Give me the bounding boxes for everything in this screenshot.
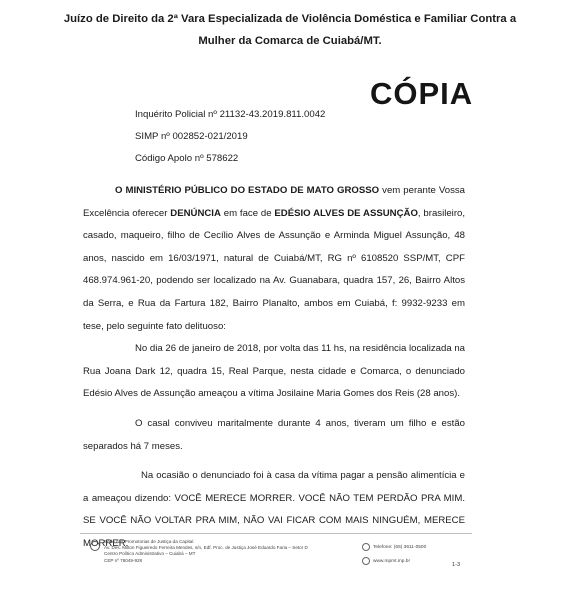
footer-address-line: CEP nº 78049-928: [104, 557, 143, 563]
accused-name: EDÉSIO ALVES DE ASSUNÇÃO: [274, 207, 418, 219]
footer-phone: [362, 541, 426, 555]
header-line-2: Mulher da Comarca de Cuiabá/MT.: [198, 35, 382, 47]
globe-icon: [362, 557, 370, 565]
paragraph-denuncia: [83, 180, 465, 338]
prosecutor-name: O MINISTÉRIO PÚBLICO DO ESTADO DE MATO GROSSO: [115, 185, 380, 196]
footer-phone-text: Telefone: (65) 3611-0500: [373, 545, 427, 550]
court-header: [40, 8, 540, 52]
p1-text-3: , brasileiro, casado, maqueiro, filho de Cecílio Alves de Assunção e Arminda Miguel Assunção, 48 anos, nascido em 16/03/1971, natural de Cuiabá/MT, RG nº 6108520 SSP/MT, CPF 468.974.961-20, podendo ser localizado na Av. Guanabara, quadra 157, 26, Bairro Altos da Serra, e Rua da Fartura 182, Bairro Planalto, ambos em Cuiabá, f: 9932-9233 em tese, pelo seguinte fato delituoso:: [83, 207, 466, 332]
footer-address-line: Sede das Promotorias de Justiça da Capital: [104, 539, 194, 544]
denuncia-word: DENÚNCIA: [170, 207, 221, 219]
apolo-ref: Código Apolo nº 578622: [135, 153, 239, 164]
p1-text-2: em face de: [220, 207, 275, 219]
footer-divider: [80, 533, 472, 534]
copy-stamp: CÓPIA: [370, 76, 474, 111]
page-number: 1-3: [452, 562, 461, 568]
case-references: [135, 104, 325, 170]
phone-icon: [362, 543, 370, 551]
paragraph-couple: [83, 413, 465, 458]
paragraph-fact: [83, 338, 465, 406]
simp-ref: SIMP nº 002852-021/2019: [135, 131, 248, 142]
p1-text-1: vem perante Vossa Excelência oferecer: [83, 185, 465, 219]
footer-site-text: www.mpmt.mp.br: [373, 559, 411, 564]
footer-address-line: Centro Político Administrativo – Cuiabá – MT: [104, 551, 196, 557]
p4-text: Na ocasião o denunciado foi à casa da vítima pagar a pensão alimentícia e a ameaçou dizendo: VOCÊ MERECE MORRER. VOCÊ NÃO TEM PERDÃO PRA MIM. SE VOCÊ NÃO VOLTAR PRA MIM, NÃO VAI FICAR COM MAIS NINGUÉM, MERECE MORRER.: [83, 470, 465, 549]
p3-text: O casal conviveu maritalmente durante 4 anos, tiveram um filho e estão separados há 7 meses.: [83, 418, 465, 452]
p2-text: No dia 26 de janeiro de 2018, por volta das 11 hs, na residência localizada na Rua Joana Dark 12, quadra 15, Real Parque, nesta cidade e Comarca, o denunciado Edésio Alves de Assunção ameaçou a vítima Josilaine Maria Gomes dos Reis (28 anos).: [83, 343, 465, 400]
footer-address: [104, 539, 308, 564]
footer-site: [362, 555, 426, 569]
header-line-1: Juízo de Direito da 2ª Vara Especializada de Violência Doméstica e Familiar Contra a: [63, 13, 517, 25]
footer-address-line: Av. Des. Milton Figueiredo Ferreira Mendes, s/n, Edf. Proc. de Justiça José Eduardo Faria – Setor D: [104, 545, 308, 551]
location-icon: [90, 541, 100, 551]
footer-contact: [362, 541, 426, 569]
inquerito-ref: Inquérito Policial nº 21132-43.2019.811.0042: [135, 109, 326, 120]
